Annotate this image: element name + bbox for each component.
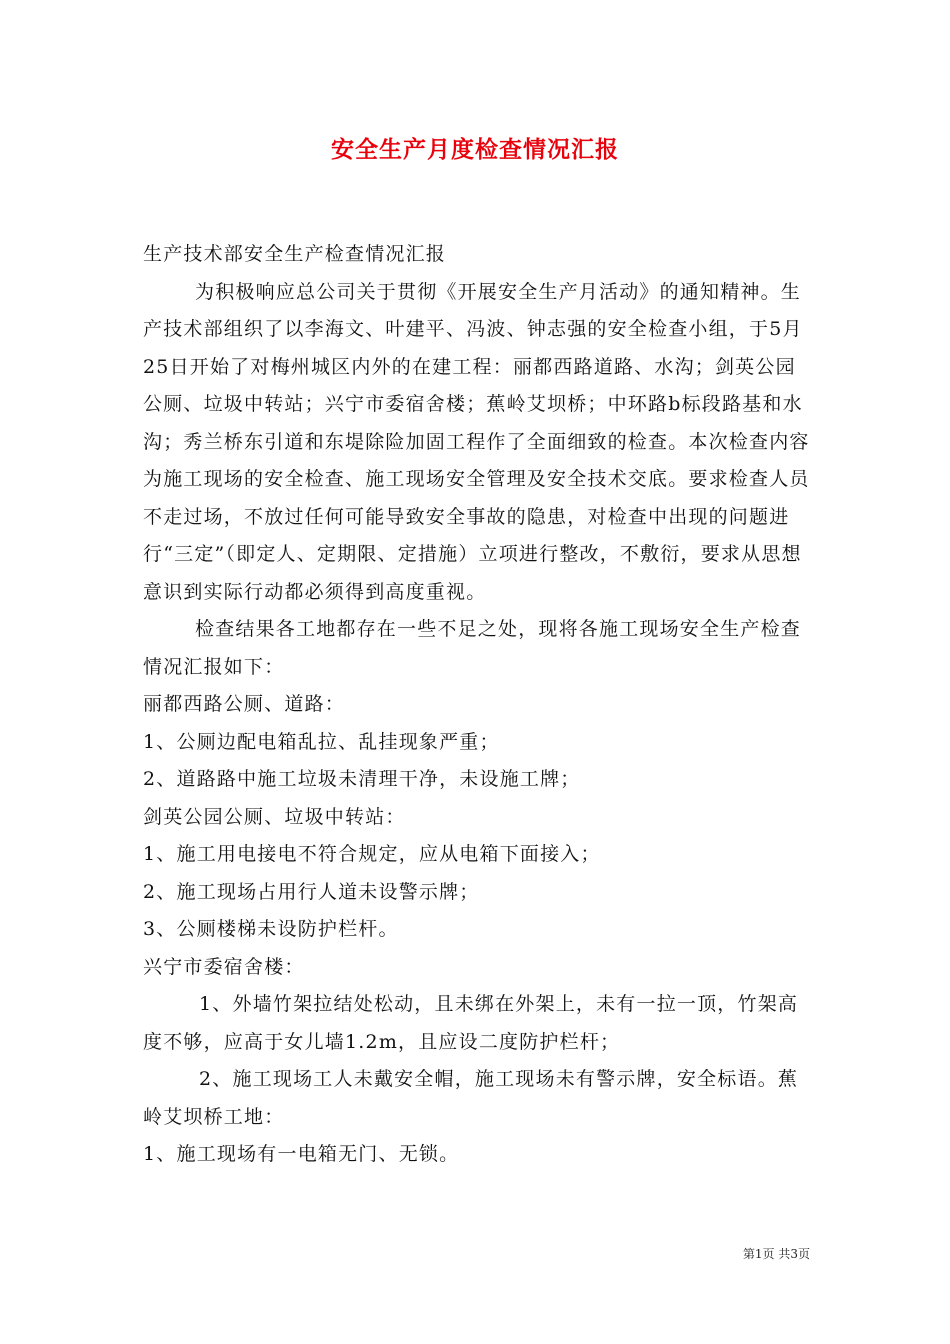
list-item: 2、道路路中施工垃圾未清理干净，未设施工牌； [143, 768, 581, 790]
paragraph-subtitle: 生产技术部安全生产检查情况汇报 [143, 243, 447, 265]
list-item: 1、外墙竹架拉结处松动，且未绑在外架上，未有一拉一顶，竹架高度不够，应高于女儿墙1.2m，且应设二度防护栏杆； [143, 993, 799, 1053]
section-heading-jianying: 剑英公园公厕、垃圾中转站： [143, 805, 406, 828]
section-heading-lidu: 丽都西路公厕、道路： [143, 693, 346, 715]
document-title: 安全生产月度检查情况汇报 [331, 136, 619, 163]
paragraph-intro: 为积极响应总公司关于贯彻《开展安全生产月活动》的通知精神。生产技术部组织了以李海文、叶建平、冯波、钟志强的安全检查小组，于5月25日开始了对梅州城区内外的在建工程：丽都西路道路、水沟；剑英公园公厕、垃圾中转站；兴宁市委宿舍楼；蕉岭艾坝桥；中环路b标段路基和水沟；秀兰桥东引道和东堤除险加固工程作了全面细致的检查。本次检查内容为施工现场的安全检查、施工现场安全管理及安全技术交底。要求检查人员不走过场，不放过任何可能导致安全事故的隐患，对检查中出现的问题进行“三定”（即定人、定期限、定措施）立项进行整改，不敷衍，要求从思想意识到实际行动都必须得到高度重视。 [143, 280, 810, 603]
list-item: 2、施工现场工人未戴安全帽，施工现场未有警示牌，安全标语。蕉岭艾坝桥工地： [143, 1068, 799, 1128]
list-item: 2、施工现场占用行人道未设警示牌； [143, 880, 480, 903]
page-number: 第1页 共3页 [742, 1247, 810, 1261]
list-item: 1、施工现场有一电箱无门、无锁。 [143, 1143, 460, 1165]
list-item: 1、公厕边配电箱乱拉、乱挂现象严重； [143, 730, 500, 753]
list-item: 3、公厕楼梯未设防护栏杆。 [143, 918, 399, 940]
paragraph-results: 检查结果各工地都存在一些不足之处，现将各施工现场安全生产检查情况汇报如下： [143, 618, 802, 678]
document-body [143, 236, 811, 1174]
section-heading-xingning: 兴宁市委宿舍楼： [143, 955, 305, 978]
list-item: 1、施工用电接电不符合规定，应从电箱下面接入； [143, 843, 601, 865]
